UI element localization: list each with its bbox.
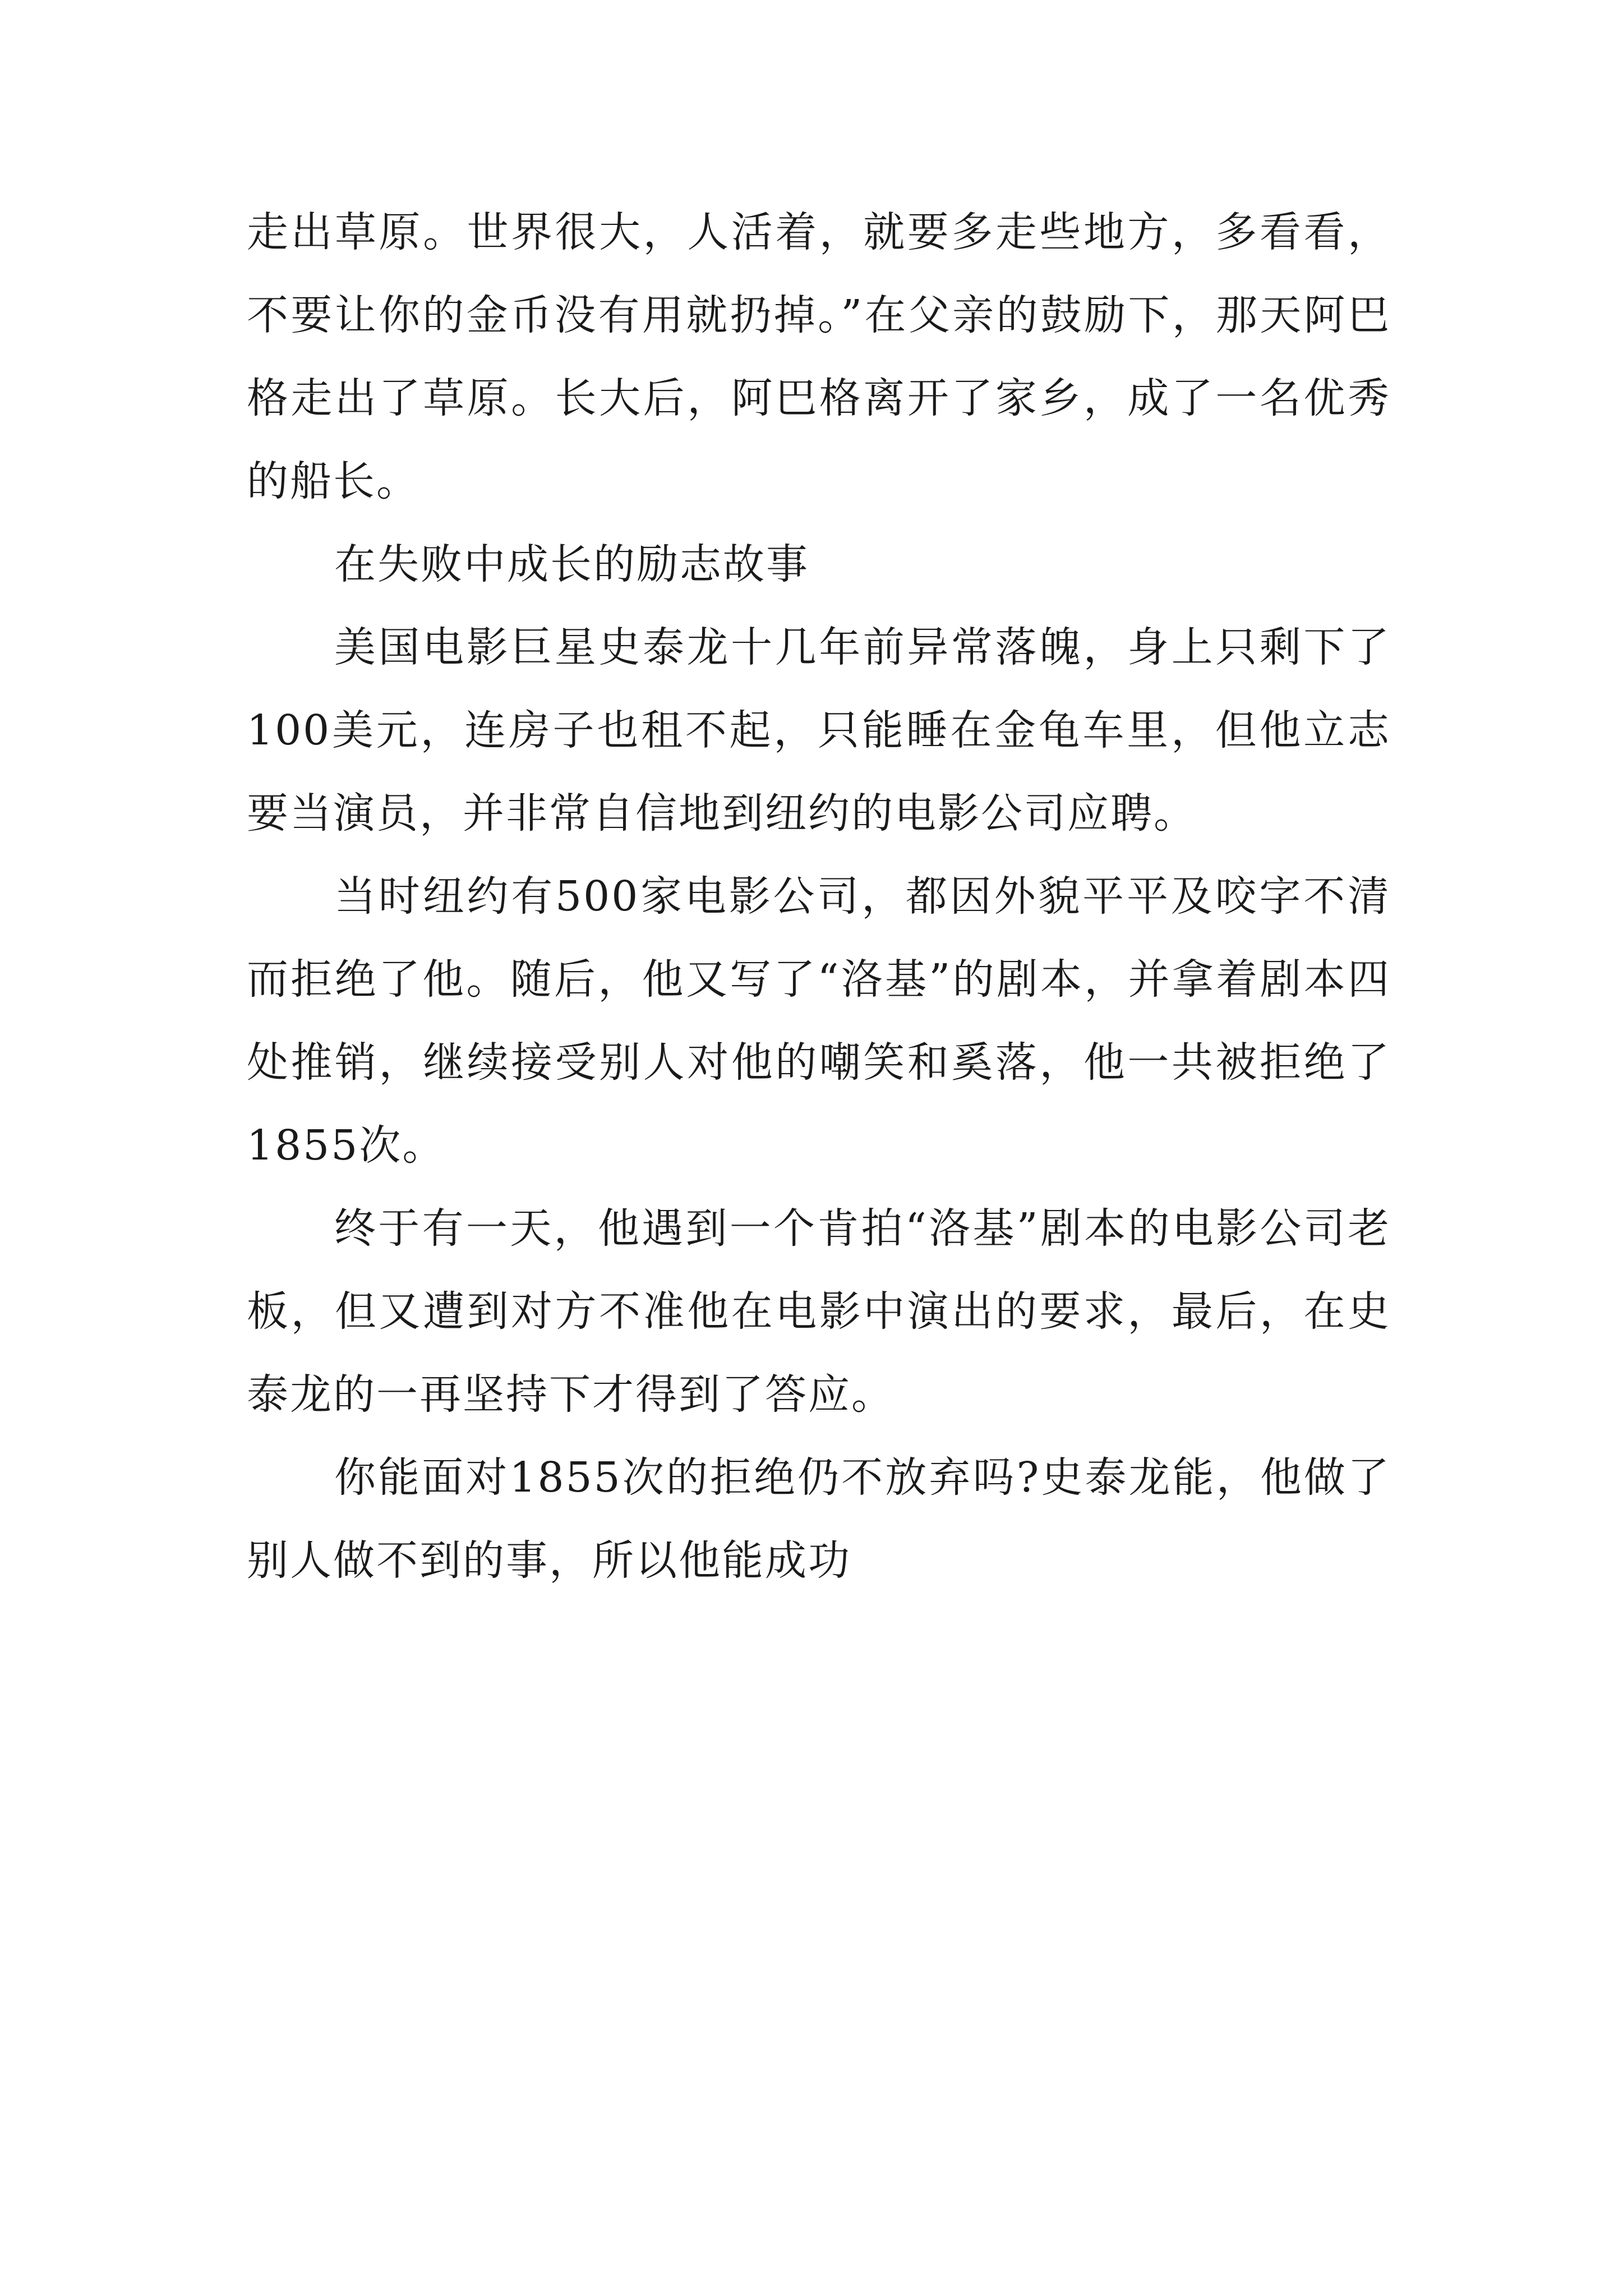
paragraph: 美国电影巨星史泰龙十几年前异常落魄，身上只剩下了100美元，连房子也租不起，只能睡在金龟车里，但他立志要当演员，并非常自信地到纽约的电影公司应聘。: [247, 623, 1391, 838]
document-body: [247, 191, 1391, 1602]
paragraph: 当时纽约有500家电影公司，都因外貌平平及咬字不清而拒绝了他。随后，他又写了“洛基”的剧本，并拿着剧本四处推销，继续接受别人对他的嘲笑和奚落，他一共被拒绝了1855次。: [247, 872, 1391, 1170]
paragraph-continuation: 走出草原。世界很大，人活着，就要多走些地方，多看看，不要让你的金币没有用就扔掉。”在父亲的鼓励下，那天阿巴格走出了草原。长大后，阿巴格离开了家乡，成了一名优秀的船长。: [247, 208, 1391, 505]
paragraph: 你能面对1855次的拒绝仍不放弃吗?史泰龙能，他做了别人做不到的事，所以他能成功: [247, 1453, 1391, 1585]
section-heading: 在失败中成长的励志故事: [334, 540, 809, 588]
paragraph: 终于有一天，他遇到一个肯拍“洛基”剧本的电影公司老板，但又遭到对方不准他在电影中演出的要求，最后，在史泰龙的一再坚持下才得到了答应。: [247, 1204, 1391, 1419]
